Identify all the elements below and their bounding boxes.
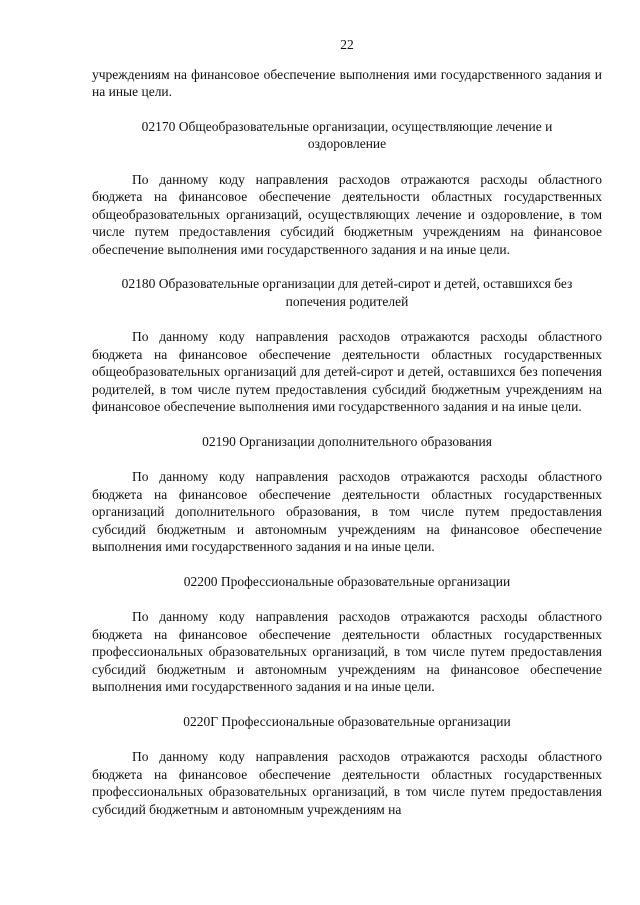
section-heading-02190: 02190 Организации дополнительного образования: [202, 433, 492, 449]
section-body-02190: По данному коду направления расходов отражаются расходы областного бюджета на финансовое обеспечение деятельности областных государственных организаций дополнительного образования, в том числе путем предоставления субсидий бюджетным и автономным учреждениям на финансовое обеспечение выполнения ими государственного задания и на иные цели.: [92, 469, 602, 554]
section-heading-0220G: 0220Г Профессиональные образовательные организации: [183, 713, 511, 729]
section-body-02180: По данному коду направления расходов отражаются расходы областного бюджета на финансовое обеспечение деятельности областных государственных общеобразовательных организаций для детей-сирот и детей, оставшихся без попечения родителей, в том числе путем предоставления субсидий бюджетным учреждениям на финансовое обеспечение выполнения ими государственного задания и на иные цели.: [92, 329, 602, 414]
section-heading-02180: 02180 Образовательные организации для детей-сирот и детей, оставшихся без попечения родителей: [121, 276, 573, 309]
document-page: [92, 36, 602, 818]
page-number: 22: [340, 37, 354, 52]
intro-paragraph: учреждениям на финансовое обеспечение выполнения ими государственного задания и на иные цели.: [92, 66, 602, 99]
section-heading-02200: 02200 Профессиональные образовательные организации: [183, 573, 511, 589]
section-heading-02170: 02170 Общеобразовательные организации, осуществляющие лечение и оздоровление: [141, 118, 553, 151]
section-body-02170: По данному коду направления расходов отражаются расходы областного бюджета на финансовое обеспечение деятельности областных государственных общеобразовательных организаций, осуществляющих лечение и оздоровление, в том числе путем предоставления субсидий бюджетным учреждениям на финансовое обеспечение выполнения ими государственного задания и на иные цели.: [92, 171, 602, 257]
section-body-02200: По данному коду направления расходов отражаются расходы областного бюджета на финансовое обеспечение деятельности областных государственных профессиональных образовательных организаций, в том числе путем предоставления субсидий бюджетным и автономным учреждениям на финансовое обеспечение выполнения ими государственного задания и на иные цели.: [92, 609, 602, 694]
section-body-0220G: По данному коду направления расходов отражаются расходы областного бюджета на финансовое обеспечение деятельности областных государственных профессиональных образовательных организаций, в том числе путем предоставления субсидий бюджетным и автономным учреждениям на: [92, 749, 602, 817]
